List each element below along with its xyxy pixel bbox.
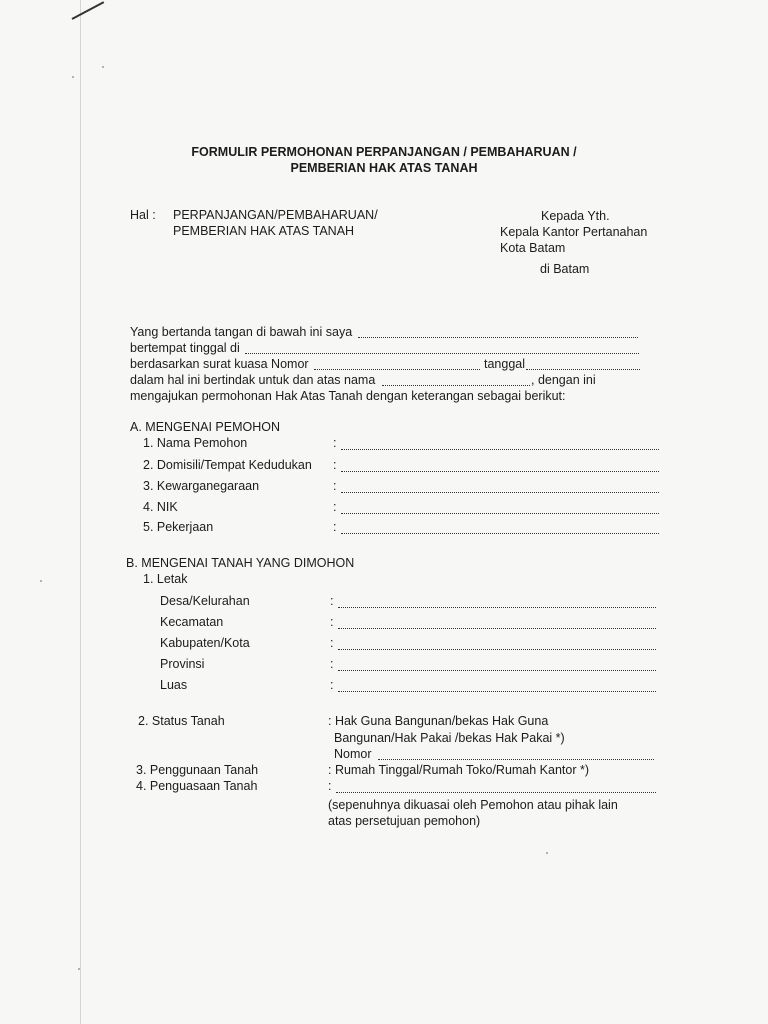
applicant-domicile-field[interactable] bbox=[341, 471, 659, 472]
letak-item-3: Kabupaten/Kota bbox=[160, 636, 250, 650]
colon: : bbox=[333, 436, 337, 450]
address-blank[interactable] bbox=[245, 353, 639, 354]
hal-line1: PERPANJANGAN/PEMBAHARUAN/ bbox=[173, 208, 378, 222]
penguasaan-note-line2: atas persetujuan pemohon) bbox=[328, 814, 481, 828]
colon: : bbox=[333, 479, 337, 493]
section-a-item-1: 1. Nama Pemohon bbox=[143, 436, 248, 450]
letak-item-4: Provinsi bbox=[160, 657, 205, 671]
section-a-item-2: 2. Domisili/Tempat Kedudukan bbox=[143, 458, 312, 472]
section-a-item-5: 5. Pekerjaan bbox=[143, 520, 214, 534]
colon: : bbox=[328, 779, 332, 793]
applicant-occupation-field[interactable] bbox=[341, 533, 659, 534]
recipient-line1: Kepada Yth. bbox=[541, 209, 610, 223]
power-of-attorney-date-blank[interactable] bbox=[526, 369, 640, 370]
pen-mark bbox=[72, 1, 105, 20]
district-field[interactable] bbox=[338, 628, 656, 629]
name-blank[interactable] bbox=[358, 337, 638, 338]
letak-item-2: Kecamatan bbox=[160, 615, 224, 629]
form-title-line2: PEMBERIAN HAK ATAS TANAH bbox=[290, 161, 478, 175]
applicant-name-field[interactable] bbox=[341, 449, 659, 450]
section-a-heading: A. MENGENAI PEMOHON bbox=[130, 420, 281, 434]
recipient-line2: Kepala Kantor Pertanahan bbox=[500, 225, 648, 239]
form-title-line1: FORMULIR PERMOHONAN PERPANJANGAN / PEMBAHARUAN / bbox=[191, 145, 577, 159]
colon: : bbox=[330, 657, 334, 671]
colon: : bbox=[330, 636, 334, 650]
colon: : bbox=[333, 500, 337, 514]
intro-line3-date-label: tanggal bbox=[484, 357, 526, 371]
intro-line4-end: , dengan ini bbox=[531, 373, 596, 387]
scan-speck bbox=[78, 968, 80, 970]
penggunaan-label: 3. Penggunaan Tanah bbox=[136, 763, 259, 777]
letak-item-5: Luas bbox=[160, 678, 188, 692]
penguasaan-label: 4. Penguasaan Tanah bbox=[136, 779, 258, 793]
applicant-citizenship-field[interactable] bbox=[341, 492, 659, 493]
letak-item-1: Desa/Kelurahan bbox=[160, 594, 250, 608]
intro-line2: bertempat tinggal di bbox=[130, 341, 240, 355]
penguasaan-note-line1: (sepenuhnya dikuasai oleh Pemohon atau pihak lain bbox=[328, 798, 618, 812]
province-field[interactable] bbox=[338, 670, 656, 671]
intro-line3: berdasarkan surat kuasa Nomor bbox=[130, 357, 309, 371]
village-field[interactable] bbox=[338, 607, 656, 608]
intro-line4: dalam hal ini bertindak untuk dan atas nama bbox=[130, 373, 376, 387]
status-label: 2. Status Tanah bbox=[138, 714, 225, 728]
penguasaan-field[interactable] bbox=[336, 792, 656, 793]
scan-speck bbox=[72, 76, 74, 78]
regency-city-field[interactable] bbox=[338, 649, 656, 650]
recipient-line4: di Batam bbox=[540, 262, 590, 276]
area-field[interactable] bbox=[338, 691, 656, 692]
on-behalf-of-blank[interactable] bbox=[382, 385, 530, 386]
status-line3: Nomor bbox=[334, 747, 372, 761]
intro-line1: Yang bertanda tangan di bawah ini saya bbox=[130, 325, 353, 339]
recipient-line3: Kota Batam bbox=[500, 241, 566, 255]
colon: : bbox=[330, 615, 334, 629]
hal-label: Hal : bbox=[130, 208, 156, 222]
status-number-field[interactable] bbox=[378, 759, 654, 760]
power-of-attorney-number-blank[interactable] bbox=[314, 369, 480, 370]
colon: : bbox=[330, 594, 334, 608]
scan-speck bbox=[40, 580, 42, 582]
scan-speck bbox=[546, 852, 548, 854]
penggunaan-value: : Rumah Tinggal/Rumah Toko/Rumah Kantor *) bbox=[328, 763, 590, 777]
status-line2: Bangunan/Hak Pakai /bekas Hak Pakai *) bbox=[334, 731, 565, 745]
section-a-item-4: 4. NIK bbox=[143, 500, 178, 514]
colon: : bbox=[330, 678, 334, 692]
colon: : bbox=[333, 520, 337, 534]
applicant-nik-field[interactable] bbox=[341, 513, 659, 514]
intro-line5: mengajukan permohonan Hak Atas Tanah dengan keterangan sebagai berikut: bbox=[130, 389, 566, 403]
scan-speck bbox=[102, 66, 104, 68]
section-b-letak: 1. Letak bbox=[143, 572, 188, 586]
status-line1: : Hak Guna Bangunan/bekas Hak Guna bbox=[328, 714, 549, 728]
colon: : bbox=[333, 458, 337, 472]
section-a-item-3: 3. Kewarganegaraan bbox=[143, 479, 260, 493]
section-b-heading: B. MENGENAI TANAH YANG DIMOHON bbox=[126, 556, 355, 570]
hal-line2: PEMBERIAN HAK ATAS TANAH bbox=[173, 224, 355, 238]
